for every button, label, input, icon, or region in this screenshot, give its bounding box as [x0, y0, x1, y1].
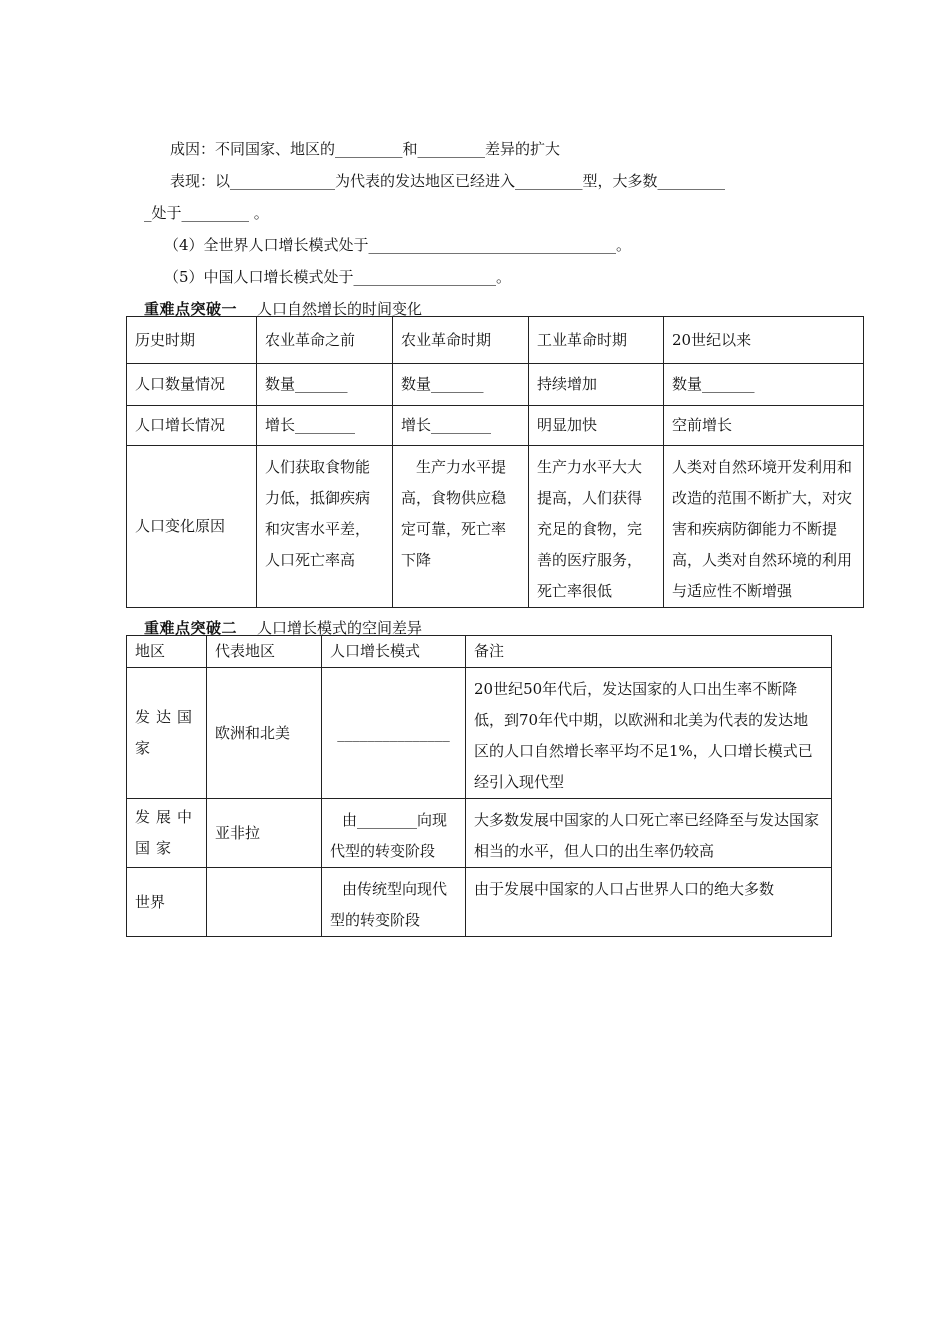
header-cell: 备注	[466, 636, 832, 668]
table-cell: 由________向现代型的转变阶段	[322, 799, 466, 868]
table-cell: 数量_______	[393, 364, 529, 406]
row-label: 世界	[127, 868, 207, 937]
row-label: 发达国家	[127, 668, 207, 799]
header-cell: 历史时期	[127, 317, 257, 364]
row-label: 人口增长情况	[127, 406, 257, 446]
table-cell: 20世纪50年代后，发达国家的人口出生率不断降低，到70年代中期，以欧洲和北美为代表的发达地区的人口自然增长率平均不足1%，人口增长模式已经引入现代型	[466, 668, 832, 799]
table-row	[127, 317, 864, 364]
table-cell: 亚非拉	[207, 799, 322, 868]
table-row	[127, 406, 864, 446]
table-cell: 生产力水平提高，食物供应稳定可靠，死亡率下降	[393, 446, 529, 608]
row-label: 人口变化原因	[127, 446, 257, 608]
table-cell: 欧洲和北美	[207, 668, 322, 799]
table-row	[127, 364, 864, 406]
table-cell: 大多数发展中国家的人口死亡率已经降至与发达国家相当的水平，但人口的出生率仍较高	[466, 799, 832, 868]
table-cell: 数量_______	[664, 364, 864, 406]
header-cell: 人口增长模式	[322, 636, 466, 668]
time-change-table	[126, 316, 864, 608]
table-cell: 明显加快	[529, 406, 664, 446]
header-cell: 农业革命之前	[257, 317, 393, 364]
header-cell: 20世纪以来	[664, 317, 864, 364]
intro-cause-line: 成因：不同国家、地区的_________和_________差异的扩大	[170, 140, 561, 158]
header-cell: 农业革命时期	[393, 317, 529, 364]
table-cell: 持续增加	[529, 364, 664, 406]
table-row	[127, 799, 832, 868]
table-cell	[207, 868, 322, 937]
table-cell: _______________	[322, 668, 466, 799]
table-cell: 人们获取食物能力低，抵御疾病和灾害水平差，人口死亡率高	[257, 446, 393, 608]
intro-manifestation-line: 表现：以______________为代表的发达地区已经进入_________型，大多数_________	[170, 172, 726, 190]
header-cell: 代表地区	[207, 636, 322, 668]
table-row	[127, 868, 832, 937]
table-cell: 人类对自然环境开发利用和改造的范围不断扩大，对灾害和疾病防御能力不断提高，人类对自然环境的利用与适应性不断增强	[664, 446, 864, 608]
section2-label: 重难点突破二	[144, 619, 238, 637]
section1-title: 人口自然增长的时间变化	[257, 300, 423, 318]
table-cell: 数量_______	[257, 364, 393, 406]
table-cell: 生产力水平大大提高，人们获得充足的食物，完善的医疗服务，死亡率很低	[529, 446, 664, 608]
row-label: 人口数量情况	[127, 364, 257, 406]
table-cell: 由于发展中国家的人口占世界人口的绝大多数	[466, 868, 832, 937]
header-cell: 工业革命时期	[529, 317, 664, 364]
intro-world-pattern-line: （4）全世界人口增长模式处于_________________________________。	[164, 236, 632, 254]
section2-title: 人口增长模式的空间差异	[257, 619, 423, 637]
intro-manifestation-line-cont: _处于_________ 。	[144, 204, 269, 222]
table-row	[127, 668, 832, 799]
table-row	[127, 636, 832, 668]
table-cell: 由传统型向现代型的转变阶段	[322, 868, 466, 937]
header-cell: 地区	[127, 636, 207, 668]
spatial-difference-table	[126, 635, 832, 937]
table-row	[127, 446, 864, 608]
section1-label: 重难点突破一	[144, 300, 238, 318]
row-label: 发展中国家	[127, 799, 207, 868]
table-cell: 增长________	[393, 406, 529, 446]
intro-china-pattern-line: （5）中国人口增长模式处于___________________。	[164, 268, 512, 286]
table-cell: 空前增长	[664, 406, 864, 446]
table-cell: 增长________	[257, 406, 393, 446]
